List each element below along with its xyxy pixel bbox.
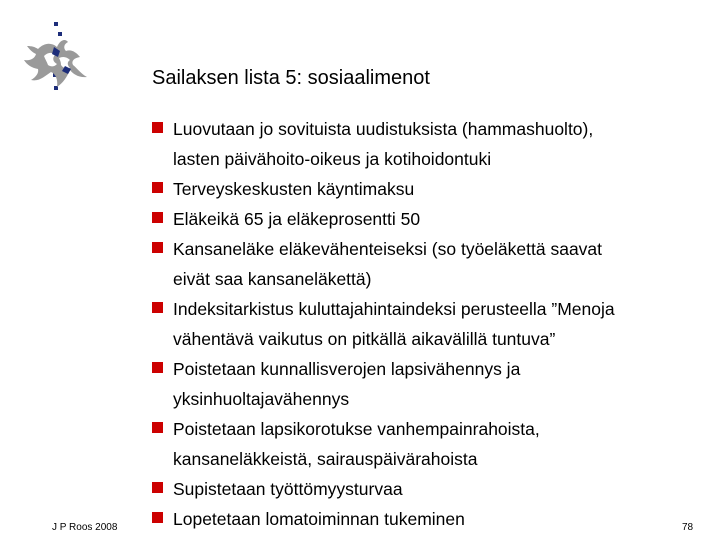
bullet-line-1: Poistetaan lapsikorotukse vanhempainrahoista, — [173, 419, 540, 439]
red-square-bullet-icon — [152, 182, 163, 193]
bullet-item — [150, 354, 710, 414]
slide-title: Sailaksen lista 5: sosiaalimenot — [152, 67, 430, 89]
red-square-bullet-icon — [152, 212, 163, 223]
red-square-bullet-icon — [152, 302, 163, 313]
bullet-list — [150, 114, 710, 534]
bullet-line-1: Eläkeikä 65 ja eläkeprosentti 50 — [173, 209, 421, 229]
bullet-item — [150, 414, 710, 474]
bullet-line-2: eivät saa kansaneläkettä) — [173, 269, 372, 289]
page-number: 78 — [682, 522, 694, 533]
bullet-item — [150, 234, 710, 294]
bullet-line-1: Supistetaan työttömyysturvaa — [173, 479, 403, 499]
bullet-item — [150, 204, 710, 234]
bullet-line-1: Luovutaan jo sovituista uudistuksista (hammashuolto), — [173, 119, 594, 139]
red-square-bullet-icon — [152, 482, 163, 493]
bullet-line-1: Poistetaan kunnallisverojen lapsivähennys ja — [173, 359, 521, 379]
bullet-item — [150, 294, 710, 354]
red-square-bullet-icon — [152, 242, 163, 253]
bullet-item — [150, 474, 710, 504]
bullet-item — [150, 174, 710, 204]
bullet-line-1: Kansaneläke eläkevähenteiseksi (so työeläkettä saavat — [173, 239, 603, 259]
bullet-line-1: Terveyskeskusten käyntimaksu — [173, 179, 415, 199]
red-square-bullet-icon — [152, 122, 163, 133]
red-square-bullet-icon — [152, 512, 163, 523]
university-flame-logo-icon — [20, 22, 90, 102]
bullet-line-2: kansaneläkkeistä, sairauspäivärahoista — [173, 449, 478, 469]
bullet-line-2: vähentävä vaikutus on pitkällä aikavälillä tuntuva” — [173, 329, 556, 349]
red-square-bullet-icon — [152, 362, 163, 373]
red-square-bullet-icon — [152, 422, 163, 433]
bullet-line-1: Indeksitarkistus kuluttajahintaindeksi perusteella ”Menoja — [173, 299, 615, 319]
bullet-line-1: Lopetetaan lomatoiminnan tukeminen — [173, 509, 465, 529]
footer-author: J P Roos 2008 — [52, 522, 118, 533]
bullet-line-2: lasten päivähoito-oikeus ja kotihoidontuki — [173, 149, 492, 169]
bullet-item — [150, 114, 710, 174]
bullet-line-2: yksinhuoltajavähennys — [173, 389, 350, 409]
bullet-item — [150, 504, 710, 534]
